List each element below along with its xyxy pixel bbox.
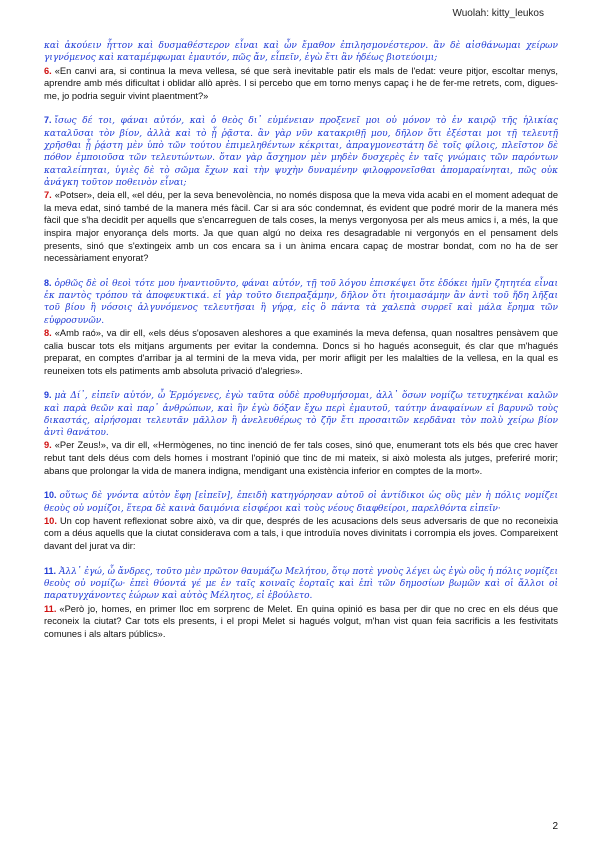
catalan-paragraph-6 (44, 65, 558, 103)
catalan-text: «En canvi ara, si continua la meva vellesa, sé que serà inevitable patir els mals de l'edat: veure pitjor, escoltar menys, aprendre amb més dificultat i oblidar allò après. I si percebo que em torno menys capaç i he de fer-me retrets, com, digues-me, jo podria seguir vivint plaentment?» (44, 65, 558, 101)
catalan-paragraph-8 (44, 327, 558, 377)
catalan-text: «Però jo, homes, en primer lloc em sorprenc de Melet. En quina opinió es basa per dir que no crec en els déus que reconeix la ciutat? Car tots els presents, i el propi Melet si hagués volgut, m'han vist quan feia sacrificis a les festivitats comunes i als altars públics». (44, 603, 558, 639)
catalan-paragraph-11 (44, 603, 558, 641)
greek-paragraph-5-end (44, 40, 558, 65)
greek-paragraph-9 (44, 389, 558, 439)
paragraph-number: 7. (44, 115, 52, 126)
catalan-text: «Potser», deia ell, «el déu, per la seva benevolència, no només disposa que la meva vida acabi en el moment adequat de la meva edat, sinó també de la manera més fàcil. Car si ara sóc condemnat, és evident que podré morir de la manera més fàcil que s'ha decidit per aquells que s'encarreguen de tals coses, la menys vergonyosa per als meus amics i, a més, la que inspira major enyorança dels morts. Ja que quan algú no deixa res desagradable ni vergonyós en el pensament dels presents, sinó que s'extingeix amb un cos encara sa i un ànima encara capaç de mostrar bondat, com no ha de ser necessàriament enyorat? (44, 190, 558, 264)
paragraph-number: 11. (44, 565, 57, 576)
paragraph-number: 8. (44, 277, 52, 288)
catalan-paragraph-7 (44, 189, 558, 265)
paragraph-number: 8. (44, 327, 52, 338)
paragraph-number: 7. (44, 190, 52, 201)
paragraph-number: 9. (44, 390, 52, 401)
spacer (44, 102, 558, 114)
greek-paragraph-11 (44, 565, 558, 603)
spacer (44, 377, 558, 389)
spacer (44, 553, 558, 565)
catalan-text: «Amb raó», va dir ell, «els déus s'oposaven aleshores a que examinés la meva defensa, quan nosaltres pensàvem que calia buscar tots els mitjans arguments per evitar la condemna. Doncs si ho hagués aconseguit, és clar que m'hagués preparat, en comptes d'arribar ja al termini de la meva vida, per morir afligit per les malalties de la vellesa, en la qual es reuneixen tots els patiments amb absoluta privació d'alegries». (44, 327, 558, 376)
paragraph-number: 9. (44, 440, 52, 451)
page-number: 2 (552, 821, 558, 832)
catalan-paragraph-9 (44, 439, 558, 477)
greek-text: μὰ Δί᾽, εἰπεῖν αὐτόν, ὦ Ἑρμόγενες, ἐγὼ ταῦτα οὐδὲ προθυμήσομαι, ἀλλ᾽ ὅσων νομίζω τετυχηκέναι καλῶν καὶ παρὰ θεῶν καὶ παρ᾽ ἀνθρώπων, καὶ ἣν ἐγὼ δόξαν ἔχω περὶ ἐμαυτοῦ, ταύτην ἀναφαίνων εἰ βαρυνῶ τοὺς δικαστάς, αἱρήσομαι τελευτᾶν μᾶλλον ἢ ἀνελευθέρως τὸ ζῆν ἔτι προσαιτῶν κερδᾶναι τὸν πολὺ χείρω βίον ἀντὶ θανάτου. (44, 391, 558, 439)
spacer (44, 265, 558, 277)
watermark: Wuolah: kitty_leukos (452, 8, 544, 19)
spacer (44, 477, 558, 489)
paragraph-number: 10. (44, 515, 57, 526)
greek-paragraph-7 (44, 114, 558, 189)
document-body (44, 40, 558, 640)
greek-text: Ἀλλ᾽ ἐγώ, ὦ ἄνδρες, τοῦτο μὲν πρῶτον θαυμάζω Μελήτου, ὅτῳ ποτὲ γνοὺς λέγει ὡς ἐγὼ οὓς ἡ πόλις νομίζει θεοὺς οὐ νομίζω· ἐπεὶ θύοντά γέ με ἐν ταῖς κοιναῖς ἑορταῖς καὶ ἐπὶ τῶν δημοσίων βωμῶν καὶ οἱ ἄλλοι οἱ παρατυγχάνοντες ἑώρων καὶ αὐτὸς Μέλητος, εἰ ἐβούλετο. (44, 566, 558, 602)
greek-text: οὕτως δὲ γνόντα αὐτὸν ἔφη [εἰπεῖν], ἐπειδὴ κατηγόρησαν αὐτοῦ οἱ ἀντίδικοι ὡς οὓς μὲν ἡ πόλις νομίζει θεοὺς οὐ νομίζοι, ἕτερα δὲ καινὰ δαιμόνια εἰσφέροι καὶ τοὺς νέους διαφθείροι, παρελθόντα εἰπεῖν· (44, 491, 558, 514)
paragraph-number: 11. (44, 603, 57, 614)
greek-text: ἴσως δέ τοι, φάναι αὐτόν, καὶ ὁ θεὸς δι᾽ εὐμένειαν προξενεῖ μοι οὐ μόνον τὸ ἐν καιρῷ τῆς ἡλικίας καταλῦσαι τὸν βίον, ἀλλὰ καὶ τὸ ᾗ ῥᾷστα. ἂν γὰρ νῦν κατακριθῇ μου, δῆλον ὅτι ἐξέσται μοι τῇ τελευτῇ χρῆσθαι ᾗ ῥᾴστη μὲν ὑπὸ τῶν τούτου ἐπιμεληθέντων κέκριται, ἀπραγμονεστάτη δὲ τοῖς φίλοις, πλεῖστον δὲ πόθον ἐμποιοῦσα τῶν τελευτώντων. ὅταν γὰρ ἄσχημον μὲν μηδὲν δυσχερὲς ἐν ταῖς γνώμαις τῶν παρόντων καταλείπηται, ὑγιὲς δὲ τὸ σῶμα ἔχων καὶ τὴν ψυχὴν δυναμένην φιλοφρονεῖσθαι ἀπομαραίνηται, πῶς οὐκ ἀνάγκη τοῦτον ποθεινὸν εἶναι; (44, 116, 558, 188)
paragraph-number: 6. (44, 65, 52, 76)
catalan-paragraph-10 (44, 515, 558, 553)
greek-paragraph-8 (44, 277, 558, 327)
greek-paragraph-10 (44, 489, 558, 515)
greek-text: καὶ ἀκούειν ἧττον καὶ δυσμαθέστερον εἶναι καὶ ὧν ἔμαθον ἐπιλησμονέστερον. ἂν δὲ αἰσθάνωμαι χείρων γιγνόμενος καὶ καταμέμφωμαι ἐμαυτόν, πῶς ἄν, εἶπεῖν, ἐγὼ ἔτι ἂν ἡδέως βιοτεύοιμι; (44, 41, 558, 64)
catalan-text: Un cop havent reflexionat sobre això, va dir que, després de les acusacions dels seus adversaris de que no reconeixia com a déus aquells que la ciutat considerava com a tals, i que introduïa noves divinitats i corrompia els joves. Compareixent davant del jurat va dir: (44, 515, 558, 552)
greek-text: ὀρθῶς δὲ οἱ θεοὶ τότε μου ἠναντιοῦντο, φάναι αὐτόν, τῇ τοῦ λόγου ἐπισκέψει ὅτε ἐδόκει ἡμῖν ζητητέα εἶναι ἐκ παντὸς τρόπου τὰ ἀποφευκτικά. εἰ γὰρ τοῦτο διεπραξάμην, δῆλον ὅτι ἡτοιμασάμην ἂν ἀντὶ τοῦ ἤδη λῆξαι τοῦ βίου ἢ νόσοις ἀλγυνόμενος τελευτῆσαι ἢ γήρᾳ, εἰς ὃ πάντα τὰ χαλεπὰ συρρεῖ καὶ μάλα ἔρημα τῶν εὐφροσυνῶν. (44, 278, 558, 326)
paragraph-number: 10. (44, 490, 57, 501)
catalan-text: «Per Zeus!», va dir ell, «Hermògenes, no tinc inenció de fer tals coses, sinó que, enumerant tots els bés que crec haver rebut tant dels déus com dels homes i mostrant l'opinió que tinc de mi mateix, si això molesta als jutges, preferiré morir; abans que prolongar la vida de manera indigna, mendigant una existència inferior en comptes de la mort». (44, 440, 558, 476)
